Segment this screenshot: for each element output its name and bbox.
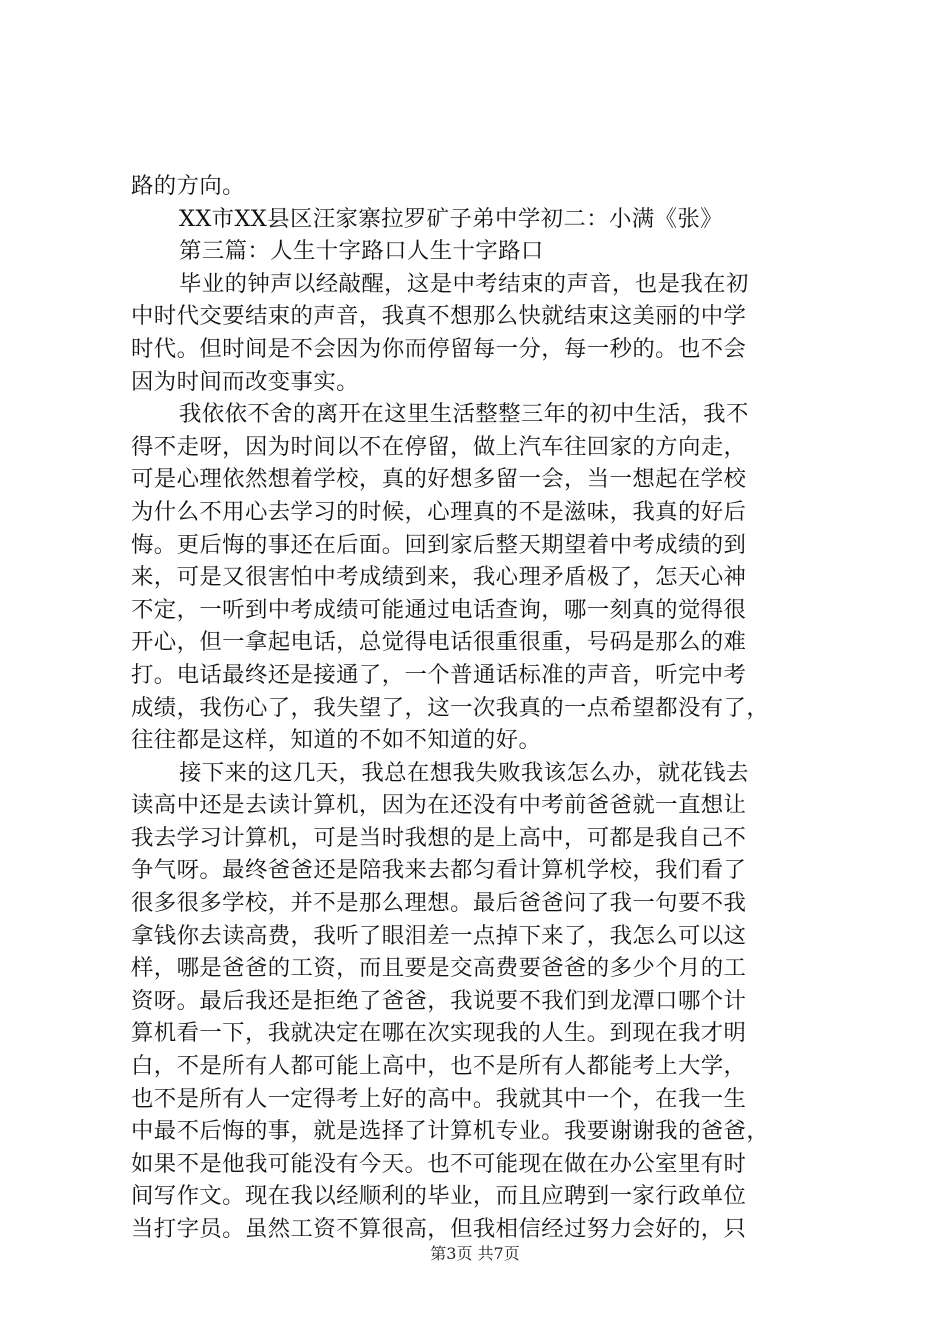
text-line: 如果不是他我可能没有今天。也不可能现在做在办公室里有时 bbox=[131, 1150, 747, 1177]
text-line: 成绩，我伤心了，我失望了，这一次我真的一点希望都没有了， bbox=[131, 694, 770, 721]
text-line: 接下来的这几天，我总在想我失败我该怎么办，就花钱去 bbox=[179, 759, 749, 786]
page-footer: 第3页 共7页 bbox=[430, 1244, 520, 1263]
text-line: 读高中还是去读计算机，因为在还没有中考前爸爸就一直想让 bbox=[131, 792, 747, 819]
text-line: 我依依不舍的离开在这里生活整整三年的初中生活，我不 bbox=[179, 401, 749, 428]
text-line: 路的方向。 bbox=[131, 173, 245, 199]
text-line: 毕业的钟声以经敲醒，这是中考结束的声音，也是我在初 bbox=[179, 270, 749, 297]
text-line: 也不是所有人一定得考上好的高中。我就其中一个，在我一生 bbox=[131, 1085, 747, 1112]
text-line: 打。电话最终还是接通了，一个普通话标准的声音，听完中考 bbox=[131, 661, 747, 688]
text-line: 不定，一听到中考成绩可能通过电话查询，哪一刻真的觉得很 bbox=[131, 596, 747, 623]
text-line: 拿钱你去读高费，我听了眼泪差一点掉下来了，我怎么可以这 bbox=[131, 922, 747, 949]
text-line: 当打字员。虽然工资不算很高，但我相信经过努力会好的，只 bbox=[131, 1216, 747, 1242]
text-line: 得不走呀，因为时间以不在停留，做上汽车往回家的方向走， bbox=[131, 433, 747, 460]
text-line: 因为时间而改变事实。 bbox=[131, 368, 359, 395]
text-line: 很多很多学校，并不是那么理想。最后爸爸问了我一句要不我 bbox=[131, 890, 747, 917]
text-line: 开心，但一拿起电话，总觉得电话很重很重，号码是那么的难 bbox=[131, 629, 747, 656]
text-line: 样，哪是爸爸的工资，而且要是交高费要爸爸的多少个月的工 bbox=[131, 955, 747, 982]
text-line: 往往都是这样，知道的不如不知道的好。 bbox=[131, 727, 542, 754]
text-line: 第三篇：人生十字路口人生十字路口 bbox=[179, 238, 544, 265]
text-line: 为什么不用心去学习的时候，心理真的不是滋味，我真的好后 bbox=[131, 498, 747, 525]
text-line: 白，不是所有人都可能上高中，也不是所有人都能考上大学， bbox=[131, 1053, 747, 1080]
text-line: 时代。但时间是不会因为你而停留每一分，每一秒的。也不会 bbox=[131, 335, 747, 362]
document-body bbox=[131, 170, 831, 1246]
text-line: XX市XX县区汪家寨拉罗矿子弟中学初二：小满《张》 bbox=[179, 205, 723, 232]
text-line: 我去学习计算机，可是当时我想的是上高中，可都是我自己不 bbox=[131, 824, 747, 851]
text-line: 悔。更后悔的事还在后面。回到家后整天期望着中考成绩的到 bbox=[131, 531, 747, 558]
text-line: 资呀。最后我还是拒绝了爸爸，我说要不我们到龙潭口哪个计 bbox=[131, 987, 747, 1014]
text-line: 可是心理依然想着学校，真的好想多留一会，当一想起在学校 bbox=[131, 466, 747, 493]
text-line: 中时代交要结束的声音，我真不想那么快就结束这美丽的中学 bbox=[131, 303, 747, 330]
text-line: 算机看一下，我就决定在哪在次实现我的人生。到现在我才明 bbox=[131, 1020, 747, 1047]
text-line: 中最不后悔的事，就是选择了计算机专业。我要谢谢我的爸爸， bbox=[131, 1118, 770, 1145]
text-line: 间写作文。现在我以经顺利的毕业，而且应聘到一家行政单位 bbox=[131, 1183, 747, 1210]
text-line: 争气呀。最终爸爸还是陪我来去都匀看计算机学校，我们看了 bbox=[131, 857, 747, 884]
text-line: 来，可是又很害怕中考成绩到来，我心理矛盾极了，怎天心神 bbox=[131, 564, 747, 591]
